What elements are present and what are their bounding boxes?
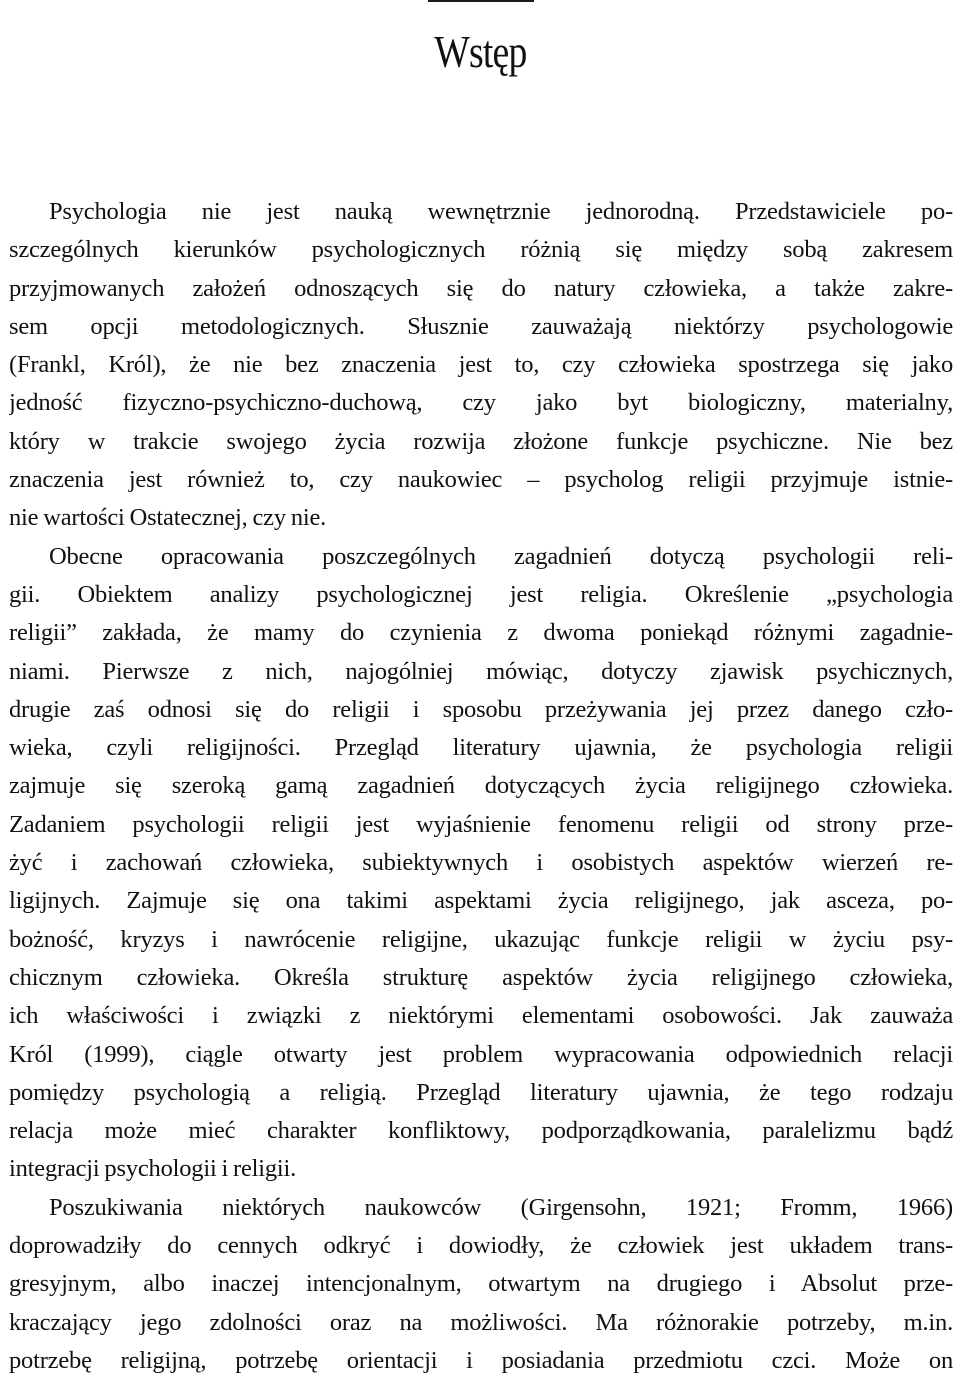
text-line: nie wartości Ostatecznej, czy nie. [9,504,327,532]
text-line: żyć i zachowań człowieka, subiektywnych i osobistych aspektów wierzeń re- [9,849,953,877]
text-line: drugie zaś odnosi się do religii i sposobu przeżywania jej przez danego czło- [9,695,953,723]
text-line: bożność, kryzys i nawrócenie religijne, ukazując funkcje religii w życiu psy- [9,925,953,953]
text-line: (Frankl, Król), że nie bez znaczenia jest to, czy człowieka spostrzega się jako [9,351,953,379]
text-line: Poszukiwania niektórych naukowców (Girgensohn, 1921; Fromm, 1966) [49,1193,953,1221]
text-line: szczególnych kierunków psychologicznych różnią się między sobą zakresem [9,236,953,264]
text-line: kraczający jego zdolności oraz na możliwości. Ma różnorakie potrzeby, m.in. [9,1308,953,1336]
text-line: Król (1999), ciągle otwarty jest problem wypracowania odpowiednich relacji [9,1040,953,1068]
text-line: zajmuje się szeroką gamą zagadnień dotyczących życia religijnego człowieka. [9,772,953,800]
text-line: wieka, czyli religijności. Przegląd literatury ujawnia, że psychologia religii [9,734,953,762]
text-line: niami. Pierwsze z nich, najogólniej mówiąc, dotyczy zjawisk psychicznych, [9,657,953,685]
text-line: sem opcji metodologicznych. Słusznie zauważają niektórzy psychologowie [9,312,953,340]
top-rule [428,0,534,2]
text-line: potrzebę religijną, potrzebę orientacji i posiadania przedmiotu czci. Może on [9,1346,953,1374]
text-line: jedność fizyczno-psychiczno-duchową, czy jako byt biologiczny, materialny, [9,389,953,417]
text-line: przyjmowanych założeń odnoszących się do natury człowieka, a także zakre- [9,274,953,302]
body-text [9,193,953,1380]
text-line: pomiędzy psychologią a religią. Przegląd literatury ujawnia, że tego rodzaju [9,1078,953,1106]
text-line: ich właściwości i związki z niektórymi elementami osobowości. Jak zauważa [9,1002,953,1030]
text-line: gresyjnym, albo inaczej intencjonalnym, otwartym na drugiego i Absolut prze- [9,1270,953,1298]
text-line: gii. Obiektem analizy psychologicznej jest religia. Określenie „psychologia [9,580,953,608]
text-line: relacja może mieć charakter konfliktowy, podporządkowania, paralelizmu bądź [9,1117,953,1145]
text-line: Obecne opracowania poszczególnych zagadnień dotyczą psychologii reli- [49,542,953,570]
text-line: ligijnych. Zajmuje się ona takimi aspektami życia religijnego, jak asceza, po- [9,887,953,915]
text-line: integracji psychologii i religii. [9,1155,297,1183]
text-line: doprowadziły do cennych odkryć i dowiodły, że człowiek jest układem trans- [9,1232,953,1260]
text-line: chicznym człowieka. Określa strukturę aspektów życia religijnego człowieka, [9,963,953,991]
text-line: który w trakcie swojego życia rozwija złożone funkcje psychiczne. Nie bez [9,427,953,455]
chapter-title: Wstęp [434,26,527,77]
text-line: religii” zakłada, że mamy do czynienia z dwoma poniekąd różnymi zagadnie- [9,619,953,647]
text-line: znaczenia jest również to, czy naukowiec – psycholog religii przyjmuje istnie- [9,466,953,494]
text-line: Zadaniem psychologii religii jest wyjaśnienie fenomenu religii od strony prze- [9,810,953,838]
text-line: Psychologia nie jest nauką wewnętrznie jednorodną. Przedstawiciele po- [49,198,953,225]
